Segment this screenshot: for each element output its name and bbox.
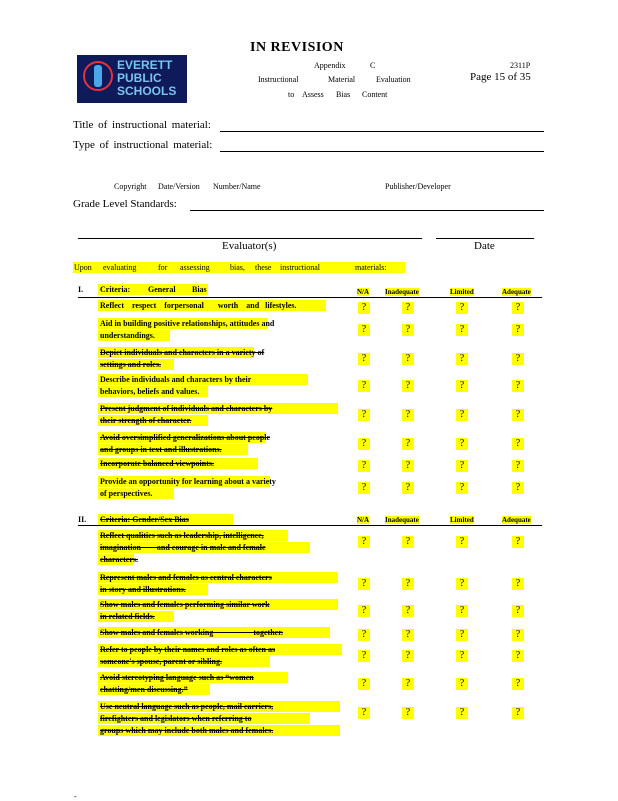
col-adequate: Adequate (502, 288, 531, 296)
adequate-checkbox[interactable]: ? (512, 605, 524, 617)
limited-checkbox[interactable]: ? (456, 678, 468, 690)
inadequate-checkbox[interactable]: ? (402, 482, 414, 494)
subtitle-word: to (288, 90, 295, 99)
limited-checkbox[interactable]: ? (456, 707, 468, 719)
criteria-text: characters. (100, 555, 138, 564)
evaluator-label: Evaluator(s) (222, 240, 277, 252)
criteria-text: Represent males and females as central characters (100, 573, 272, 582)
limited-checkbox[interactable]: ? (456, 353, 468, 365)
revision-title: IN REVISION (250, 40, 344, 55)
col-adequate: Adequate (502, 516, 531, 524)
publisher-label: Publisher/Developer (385, 182, 451, 191)
na-checkbox[interactable]: ? (358, 460, 370, 472)
intro-word: instructional (280, 263, 320, 272)
title-field-line[interactable] (220, 131, 544, 132)
grade-standards-label: Grade Level Standards: (73, 198, 177, 210)
criteria-text: behaviors, beliefs and values. (100, 387, 200, 396)
na-checkbox[interactable]: ? (358, 578, 370, 590)
adequate-checkbox[interactable]: ? (512, 460, 524, 472)
limited-checkbox[interactable]: ? (456, 324, 468, 336)
criteria-text: and groups in text and illustrations. (100, 445, 222, 454)
limited-checkbox[interactable]: ? (456, 409, 468, 421)
intro-word: for (158, 263, 168, 272)
limited-checkbox[interactable]: ? (456, 629, 468, 641)
title-field-label: Title of instructional material: (73, 119, 211, 131)
inadequate-checkbox[interactable]: ? (402, 707, 414, 719)
limited-checkbox[interactable]: ? (456, 302, 468, 314)
appendix-label: Appendix (314, 61, 346, 70)
subtitle-word: Assess (302, 90, 324, 99)
adequate-checkbox[interactable]: ? (512, 650, 524, 662)
intro-word: bias, (230, 263, 245, 272)
adequate-checkbox[interactable]: ? (512, 324, 524, 336)
district-logo (77, 55, 187, 103)
type-field-line[interactable] (220, 151, 544, 152)
grade-standards-line[interactable] (190, 210, 544, 211)
criteria-text: Present judgment of individuals and characters by (100, 404, 273, 413)
limited-checkbox[interactable]: ? (456, 460, 468, 472)
na-checkbox[interactable]: ? (358, 409, 370, 421)
na-checkbox[interactable]: ? (358, 324, 370, 336)
adequate-checkbox[interactable]: ? (512, 536, 524, 548)
criteria-text: their strength of character. (100, 416, 192, 425)
section-2-rule (78, 525, 542, 526)
criteria-text: Show males and females working together. (100, 628, 284, 637)
subtitle-word: Material (328, 75, 356, 84)
criteria-text: groups which may include both males and females. (100, 726, 274, 735)
inadequate-checkbox[interactable]: ? (402, 324, 414, 336)
inadequate-checkbox[interactable]: ? (402, 380, 414, 392)
date-version-label: Date/Version (158, 182, 200, 191)
col-na: N/A (357, 288, 370, 296)
adequate-checkbox[interactable]: ? (512, 409, 524, 421)
na-checkbox[interactable]: ? (358, 678, 370, 690)
col-inadequate: Inadequate (385, 288, 419, 296)
intro-word: materials: (355, 263, 387, 272)
na-checkbox[interactable]: ? (358, 536, 370, 548)
intro-word: evaluating (103, 263, 137, 272)
copyright-label: Copyright (114, 182, 147, 191)
na-checkbox[interactable]: ? (358, 629, 370, 641)
criteria-text: chatting/men discussing.” (100, 685, 188, 694)
limited-checkbox[interactable]: ? (456, 438, 468, 450)
na-checkbox[interactable]: ? (358, 482, 370, 494)
inadequate-checkbox[interactable]: ? (402, 650, 414, 662)
subtitle-word: Bias (336, 90, 351, 99)
evaluator-line[interactable] (78, 238, 422, 239)
inadequate-checkbox[interactable]: ? (402, 409, 414, 421)
intro-word: assessing (180, 263, 210, 272)
inadequate-checkbox[interactable]: ? (402, 578, 414, 590)
inadequate-checkbox[interactable]: ? (402, 536, 414, 548)
number-name-label: Number/Name (213, 182, 261, 191)
logo-text: EVERETT PUBLIC SCHOOLS (117, 58, 177, 98)
criteria-text: Reflect respect forpersonal worth and lifestyles. (100, 301, 297, 310)
appendix-letter: C (370, 61, 376, 70)
type-field-label: Type of instructional material: (73, 139, 213, 151)
criteria-text: Provide an opportunity for learning about a variety (100, 477, 276, 486)
subtitle-word: Evaluation (376, 75, 411, 84)
adequate-checkbox[interactable]: ? (512, 438, 524, 450)
criteria-text: Reflect qualities such as leadership, intelligence, (100, 531, 264, 540)
inadequate-checkbox[interactable]: ? (402, 678, 414, 690)
col-inadequate: Inadequate (385, 516, 419, 524)
adequate-checkbox[interactable]: ? (512, 380, 524, 392)
subtitle-word: Content (362, 90, 388, 99)
adequate-checkbox[interactable]: ? (512, 578, 524, 590)
intro-word: Upon (74, 263, 92, 272)
date-line[interactable] (436, 238, 534, 239)
section-1-heading-word: General (148, 285, 176, 294)
inadequate-checkbox[interactable]: ? (402, 605, 414, 617)
adequate-checkbox[interactable]: ? (512, 707, 524, 719)
limited-checkbox[interactable]: ? (456, 650, 468, 662)
criteria-text: Aid in building positive relationships, attitudes and (100, 319, 275, 328)
section-2-heading: Criteria: Gender/Sex Bias (100, 515, 189, 524)
criteria-text: Depict individuals and characters in a variety of (100, 348, 265, 357)
criteria-text: understandings. (100, 331, 155, 340)
na-checkbox[interactable]: ? (358, 380, 370, 392)
criteria-text: Show males and females performing similar work (100, 600, 270, 609)
criteria-text: imagination and courage in male and female (100, 543, 266, 552)
criteria-text: firefighters and legislators when referring to (100, 714, 252, 723)
page-number: Page 15 of 35 (470, 71, 531, 83)
criteria-text: Avoid oversimplified generalizations about people (100, 433, 271, 442)
criteria-text: of perspectives. (100, 489, 153, 498)
inadequate-checkbox[interactable]: ? (402, 302, 414, 314)
na-checkbox[interactable]: ? (358, 650, 370, 662)
limited-checkbox[interactable]: ? (456, 482, 468, 494)
adequate-checkbox[interactable]: ? (512, 353, 524, 365)
na-checkbox[interactable]: ? (358, 605, 370, 617)
inadequate-checkbox[interactable]: ? (402, 629, 414, 641)
policy-code: 2311P (510, 61, 531, 70)
col-limited: Limited (450, 516, 474, 524)
adequate-checkbox[interactable]: ? (512, 629, 524, 641)
logo-figure-icon (94, 65, 102, 87)
criteria-text: someone's spouse, parent or sibling. (100, 657, 222, 666)
date-label: Date (474, 240, 495, 252)
section-2-number: II. (78, 515, 87, 524)
section-1-rule (78, 297, 542, 298)
page-footer-mark: - (74, 792, 77, 801)
na-checkbox[interactable]: ? (358, 707, 370, 719)
subtitle-word: Instructional (258, 75, 299, 84)
na-checkbox[interactable]: ? (358, 302, 370, 314)
inadequate-checkbox[interactable]: ? (402, 438, 414, 450)
limited-checkbox[interactable]: ? (456, 536, 468, 548)
criteria-text: Use neutral language such as people, mail carriers, (100, 702, 274, 711)
criteria-text: Refer to people by their names and roles as often as (100, 645, 276, 654)
adequate-checkbox[interactable]: ? (512, 302, 524, 314)
criteria-text: in related fields. (100, 612, 155, 621)
intro-word: these (255, 263, 272, 272)
criteria-text: in story and illustrations. (100, 585, 186, 594)
col-limited: Limited (450, 288, 474, 296)
section-1-heading-word: Criteria: (100, 285, 131, 294)
limited-checkbox[interactable]: ? (456, 605, 468, 617)
col-na: N/A (357, 516, 370, 524)
criteria-text: settings and roles. (100, 360, 161, 369)
inadequate-checkbox[interactable]: ? (402, 460, 414, 472)
adequate-checkbox[interactable]: ? (512, 482, 524, 494)
inadequate-checkbox[interactable]: ? (402, 353, 414, 365)
limited-checkbox[interactable]: ? (456, 578, 468, 590)
section-1-heading-word: Bias (192, 285, 207, 294)
limited-checkbox[interactable]: ? (456, 380, 468, 392)
criteria-text: Avoid stereotyping language such as “women (100, 673, 254, 682)
section-1-number: I. (78, 285, 84, 294)
criteria-text: Incorporate balanced viewpoints. (100, 459, 214, 468)
criteria-text: Describe individuals and characters by their (100, 375, 252, 384)
na-checkbox[interactable]: ? (358, 353, 370, 365)
adequate-checkbox[interactable]: ? (512, 678, 524, 690)
na-checkbox[interactable]: ? (358, 438, 370, 450)
